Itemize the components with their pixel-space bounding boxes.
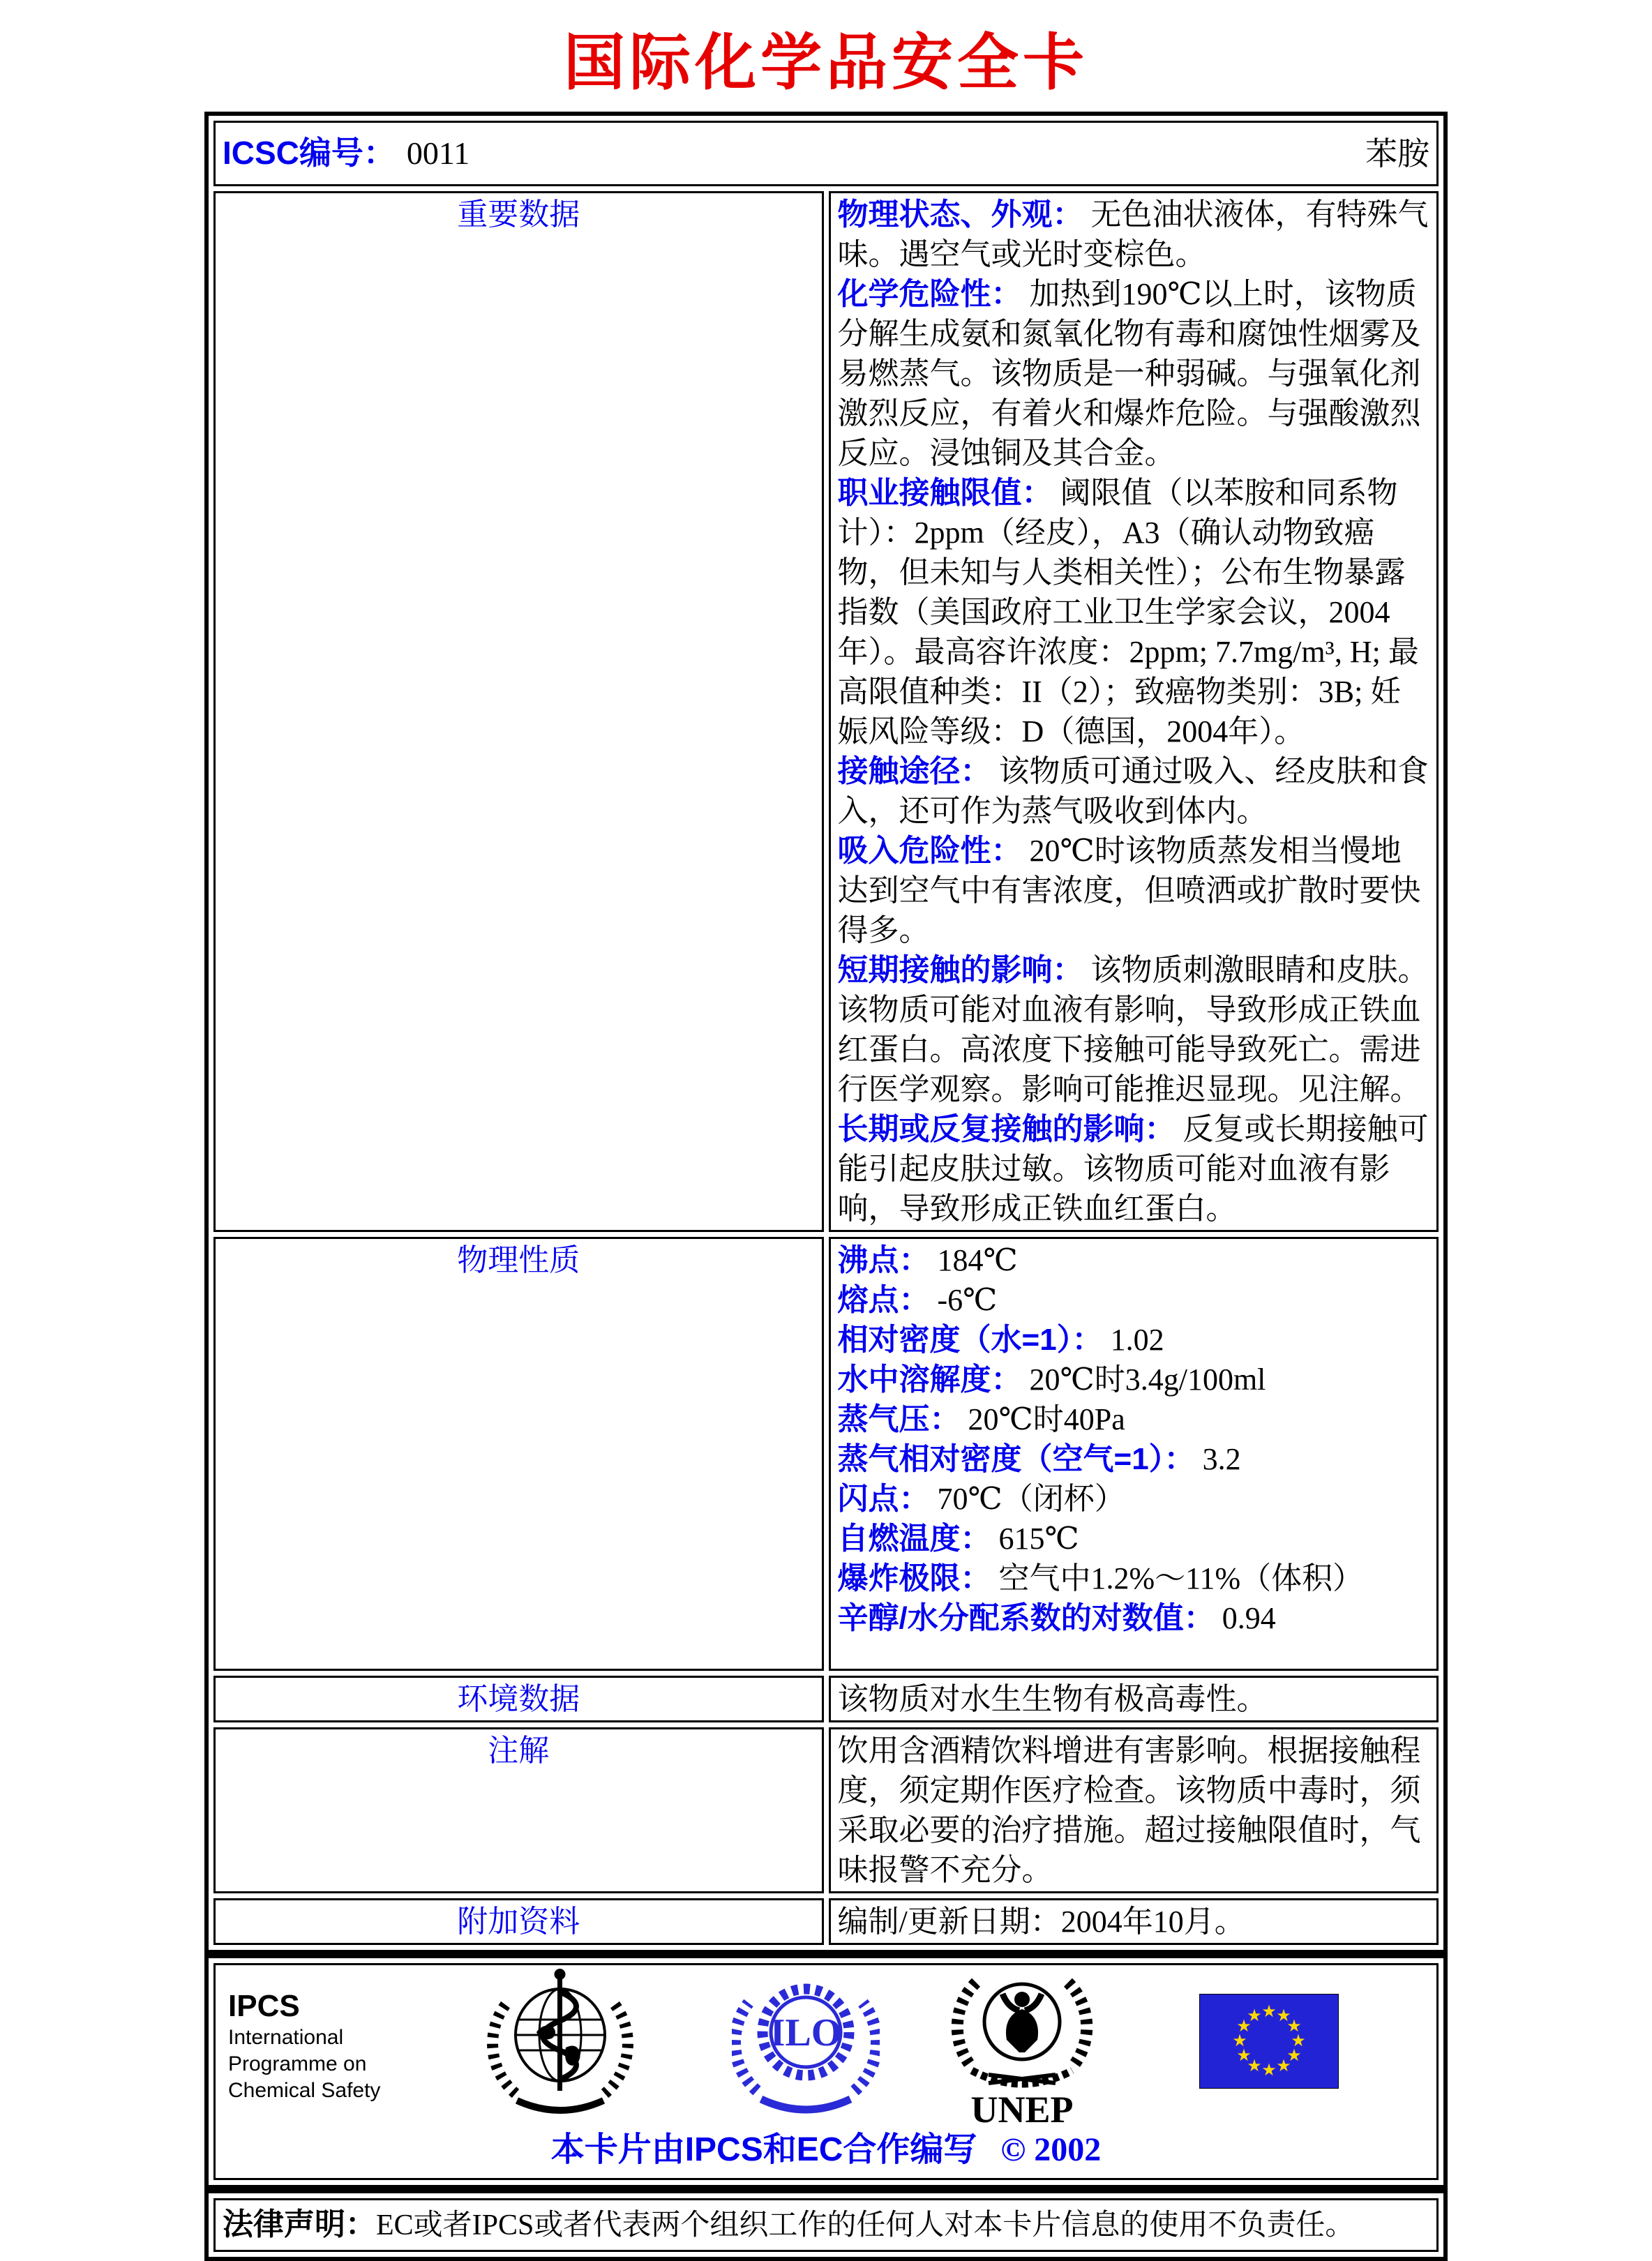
svg-text:★: ★ <box>1276 2056 1291 2075</box>
chemical-name: 苯胺 <box>1365 135 1429 172</box>
svg-text:★: ★ <box>1291 2031 1306 2050</box>
main-table <box>204 112 1448 1954</box>
physical-properties-row <box>213 1237 1439 1671</box>
entry-physical-state: 物理状态、外观： 无色油状液体，有特殊气味。遇空气或光时变棕色。 <box>837 197 1429 271</box>
header-row <box>213 121 1439 186</box>
ipcs-title: IPCS <box>228 1989 300 2023</box>
section-label-notes: 注解 <box>213 1727 824 1893</box>
ipcs-text-block <box>228 1988 437 2104</box>
notes-row <box>213 1727 1439 1893</box>
svg-text:★: ★ <box>1286 2016 1302 2036</box>
icsc-number-value: 0011 <box>406 135 470 171</box>
unep-logo-icon <box>943 1963 1102 2139</box>
entry-vapor-density: 蒸气相对密度（空气=1）： 3.2 <box>837 1442 1241 1476</box>
important-data-content <box>829 191 1439 1232</box>
footer-table <box>204 1954 1448 2189</box>
icsc-card <box>204 112 1448 2261</box>
svg-text:★: ★ <box>1261 2001 1277 2021</box>
section-label-important: 重要数据 <box>213 191 824 1232</box>
entry-vapor-pressure: 蒸气压： 20℃时40Pa <box>837 1402 1125 1436</box>
svg-text:★: ★ <box>1232 2031 1247 2050</box>
legal-table <box>204 2189 1448 2261</box>
additional-info-content: 编制/更新日期：2004年10月。 <box>829 1898 1439 1945</box>
copyright-text: © 2002 <box>1000 2131 1102 2168</box>
icsc-number-label: ICSC编号： <box>223 135 396 171</box>
credit-text: 本卡片由IPCS和EC合作编写 <box>550 2131 977 2168</box>
svg-text:ILO: ILO <box>769 2011 842 2055</box>
svg-text:★: ★ <box>1276 2006 1291 2025</box>
entry-octanol-water: 辛醇/水分配系数的对数值： 0.94 <box>837 1601 1276 1635</box>
entry-exposure-routes: 接触途径： 该物质可通过吸入、经皮肤和食入，还可作为蒸气吸收到体内。 <box>837 754 1429 828</box>
entry-inhalation-risk: 吸入危险性： 20℃时该物质蒸发相当慢地达到空气中有害浓度，但喷洒或扩散时要快得多。 <box>837 834 1421 947</box>
legal-label: 法律声明： <box>223 2207 376 2241</box>
ilo-logo-icon <box>732 1967 880 2126</box>
svg-text:★: ★ <box>1261 2060 1277 2080</box>
logos-row <box>213 1963 1439 2180</box>
environmental-data-content: 该物质对水生生物有极高毒性。 <box>829 1676 1439 1722</box>
ipcs-subtitle-line3: Chemical Safety <box>228 2079 381 2102</box>
entry-occupational-limits: 职业接触限值： 阈限值（以苯胺和同系物计）：2ppm（经皮），A3（确认动物致癌物，但未知与人类相关性）；公布生物暴露指数（美国政府工业卫生学家会议，2004年）。最高容许浓度：2ppm; 7.7mg/m³, H; 最高限值种类：II（2）；致癌物类别：3B; 妊娠风险等级：D（德国，2004年）。 <box>837 476 1419 749</box>
entry-relative-density: 相对密度（水=1）： 1.02 <box>837 1323 1164 1357</box>
legal-row <box>213 2198 1439 2252</box>
svg-text:UNEP: UNEP <box>970 2089 1074 2129</box>
entry-autoignition: 自燃温度： 615℃ <box>837 1522 1079 1556</box>
ipcs-subtitle-line2: Programme on <box>228 2052 367 2075</box>
additional-info-row <box>213 1898 1439 1945</box>
section-label-additional: 附加资料 <box>213 1898 824 1945</box>
who-logo-icon <box>486 1965 634 2127</box>
legal-text: EC或者IPCS或者代表两个组织工作的任何人对本卡片信息的使用不负责任。 <box>376 2209 1355 2241</box>
svg-text:★: ★ <box>1286 2045 1302 2065</box>
page-title: 国际化学品安全卡 <box>563 30 1088 98</box>
svg-text:★: ★ <box>1247 2006 1262 2025</box>
logos-cell <box>213 1963 1439 2180</box>
entry-chemical-danger: 化学危险性： 加热到190℃以上时，该物质分解生成氨和氮氧化物有毒和腐蚀性烟雾及易燃蒸气。该物质是一种弱碱。与强氧化剂激烈反应，有着火和爆炸危险。与强酸激烈反应。浸蚀铜及其合金。 <box>837 277 1421 470</box>
svg-text:★: ★ <box>1236 2016 1252 2036</box>
entry-short-term-effects: 短期接触的影响： 该物质刺激眼睛和皮肤。该物质可能对血液有影响，导致形成正铁血红蛋白。高浓度下接触可能导致死亡。需进行医学观察。影响可能推迟显现。见注解。 <box>837 953 1429 1106</box>
entry-water-solubility: 水中溶解度： 20℃时3.4g/100ml <box>837 1362 1266 1397</box>
section-label-environment: 环境数据 <box>213 1676 824 1722</box>
legal-cell <box>213 2198 1439 2252</box>
notes-content: 饮用含酒精饮料增进有害影响。根据接触程度，须定期作医疗检查。该物质中毒时，须采取必要的治疗措施。超过接触限值时，气味报警不充分。 <box>829 1727 1439 1893</box>
icsc-number-group <box>223 133 470 174</box>
svg-text:★: ★ <box>1247 2056 1262 2075</box>
credit-line <box>223 2130 1429 2170</box>
physical-properties-content <box>829 1237 1439 1671</box>
section-label-physical: 物理性质 <box>213 1237 824 1671</box>
header-cell <box>213 121 1439 186</box>
entry-flash-point: 闪点： 70℃（闭杯） <box>837 1482 1125 1516</box>
ipcs-subtitle-line1: International <box>228 2026 344 2049</box>
entry-long-term-effects: 长期或反复接触的影响： 反复或长期接触可能引起皮肤过敏。该物质可能对血液有影响，导致形成正铁血红蛋白。 <box>837 1112 1429 1226</box>
eu-flag-icon <box>1199 1994 1339 2098</box>
environmental-data-row <box>213 1676 1439 1722</box>
svg-text:★: ★ <box>1236 2045 1252 2065</box>
important-data-row <box>213 191 1439 1232</box>
entry-boiling-point: 沸点： 184℃ <box>837 1243 1018 1277</box>
entry-melting-point: 熔点： -6℃ <box>837 1283 998 1317</box>
entry-explosive-limits: 爆炸极限： 空气中1.2%～11%（体积） <box>837 1561 1364 1595</box>
